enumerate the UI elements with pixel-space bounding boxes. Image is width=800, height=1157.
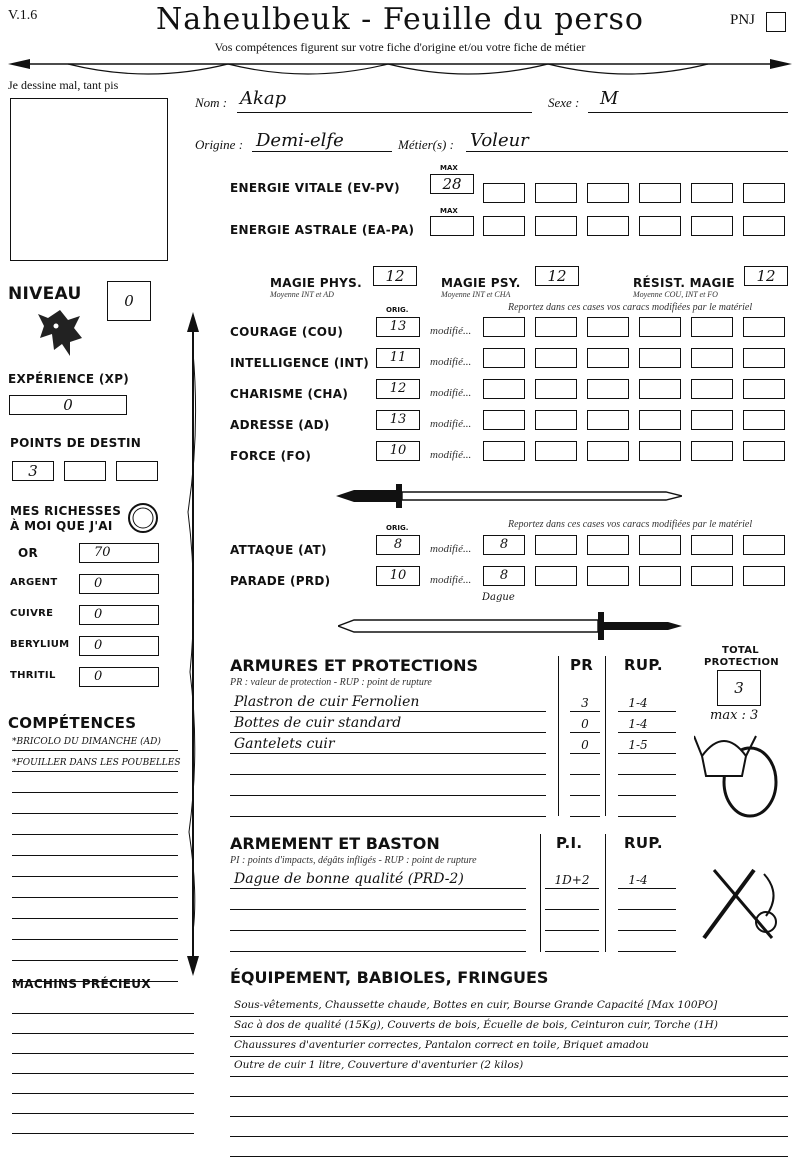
competence-item[interactable]: *BRICOLO DU DIMANCHE (AD) <box>12 737 161 747</box>
equipement-line <box>230 1136 788 1137</box>
competence-line <box>12 855 178 856</box>
ev-label: ENERGIE VITALE (EV-PV) <box>230 181 400 195</box>
arme-rup-line <box>618 909 676 910</box>
equipement-line <box>230 1116 788 1117</box>
metier-value[interactable]: Voleur <box>470 130 529 151</box>
version-label: V.1.6 <box>8 8 38 23</box>
stat-mod-box[interactable] <box>535 379 577 399</box>
arme-rup-line <box>618 888 676 889</box>
ea-row-box[interactable] <box>743 216 785 236</box>
destin-field-2[interactable] <box>64 461 106 481</box>
competence-line <box>12 792 178 793</box>
armure-name[interactable]: Bottes de cuir standard <box>234 715 402 731</box>
stat-label: FORCE (FO) <box>230 449 312 463</box>
armement-col-pi: P.I. <box>556 834 583 852</box>
equipement-line <box>230 1036 788 1037</box>
stat-label: ADRESSE (AD) <box>230 418 330 432</box>
armement-title: ARMEMENT ET BASTON <box>230 834 440 853</box>
stat-mod-box[interactable] <box>535 317 577 337</box>
dragon-icon <box>34 304 86 362</box>
pnj-checkbox[interactable] <box>766 12 786 32</box>
ev-row-box[interactable] <box>483 183 525 203</box>
magie-phys-note: Moyenne INT et AD <box>270 290 334 299</box>
stats-report-note: Reportez dans ces cases vos caracs modifiées par le matériel <box>508 302 753 313</box>
ea-row-box[interactable] <box>587 216 629 236</box>
combat-mod-box[interactable] <box>743 566 785 586</box>
armement-note: PI : points d'impacts, dégâts infligés - RUP : point de rupture <box>230 855 477 866</box>
armure-rup-line <box>618 795 676 796</box>
armures-col-rup: RUP. <box>624 656 663 674</box>
ev-row-box[interactable] <box>743 183 785 203</box>
richesse-field[interactable]: 0 <box>79 574 159 594</box>
equipement-item[interactable]: Chaussures d'aventurier correctes, Pantalon correct en toile, Briquet amadou <box>234 1039 649 1051</box>
armure-rup-line <box>618 753 676 754</box>
competence-line <box>12 813 178 814</box>
destin-field-1[interactable]: 3 <box>12 461 54 481</box>
armure-rup[interactable]: 1-4 <box>628 696 648 710</box>
stat-mod-box[interactable] <box>483 348 525 368</box>
nom-label: Nom : <box>195 95 228 110</box>
armure-line <box>230 732 546 733</box>
combat-mod-box[interactable] <box>691 535 733 555</box>
max-protection: max : 3 <box>710 708 759 723</box>
combat-mod-box[interactable] <box>639 535 681 555</box>
coin-icon <box>127 502 159 534</box>
shield-helmet-icon <box>694 726 784 822</box>
competence-line <box>12 771 178 772</box>
ev-row-box[interactable] <box>535 183 577 203</box>
combat-report-note: Reportez dans ces cases vos caracs modifiées par le matériel <box>508 519 753 530</box>
arme-rup-line <box>618 930 676 931</box>
ea-max-field[interactable] <box>430 216 474 236</box>
arme-rup-line <box>618 951 676 952</box>
armement-col-rup: RUP. <box>624 834 663 852</box>
stat-mod-box[interactable] <box>639 379 681 399</box>
richesse-field[interactable]: 70 <box>79 543 159 563</box>
armure-name[interactable]: Plastron de cuir Fernolien <box>234 694 420 710</box>
armure-pr-line <box>570 753 600 754</box>
equipement-line <box>230 1016 788 1017</box>
origine-label: Origine : <box>195 137 244 152</box>
stat-mod-box[interactable] <box>639 410 681 430</box>
stat-mod-box[interactable] <box>587 317 629 337</box>
machin-line[interactable] <box>12 1053 194 1054</box>
stat-mod-box[interactable] <box>743 441 785 461</box>
arme-pi-line <box>545 888 599 889</box>
ev-max-field[interactable]: 28 <box>430 174 474 194</box>
xp-label: EXPÉRIENCE (XP) <box>8 372 130 386</box>
total-protection-field[interactable]: 3 <box>717 670 761 706</box>
stat-mod-box[interactable] <box>691 379 733 399</box>
armure-line <box>230 753 546 754</box>
stat-orig-field[interactable]: 13 <box>376 410 420 430</box>
sword-ornament-top <box>336 478 682 514</box>
stat-mod-box[interactable] <box>743 317 785 337</box>
stat-modif-label: modifié... <box>430 449 472 461</box>
niveau-label: NIVEAU <box>8 284 82 304</box>
combat-mod-box[interactable] <box>743 535 785 555</box>
combat-mod-box[interactable] <box>587 566 629 586</box>
stat-orig-field[interactable]: 11 <box>376 348 420 368</box>
stat-mod-box[interactable] <box>743 348 785 368</box>
armure-pr-line <box>570 795 600 796</box>
ea-label: ENERGIE ASTRALE (EA-PA) <box>230 223 415 237</box>
combat-orig-label: ORIG. <box>386 524 409 532</box>
stat-mod-box[interactable] <box>743 410 785 430</box>
magie-psy-label: MAGIE PSY. <box>441 276 521 290</box>
stat-orig-field[interactable]: 12 <box>376 379 420 399</box>
armures-note: PR : valeur de protection - RUP : point de rupture <box>230 677 432 688</box>
origine-value[interactable]: Demi-elfe <box>256 130 344 151</box>
stat-mod-box[interactable] <box>691 410 733 430</box>
richesses-label-2: À MOI QUE J'AI <box>10 519 113 533</box>
resist-magie-note: Moyenne COU, INT et FO <box>633 290 718 299</box>
nom-value[interactable]: Akap <box>240 88 287 109</box>
magie-psy-note: Moyenne INT et CHA <box>441 290 511 299</box>
destin-field-3[interactable] <box>116 461 158 481</box>
ev-row-box[interactable] <box>639 183 681 203</box>
machin-line[interactable] <box>12 1113 194 1114</box>
stat-label: INTELLIGENCE (INT) <box>230 356 369 370</box>
arme-name[interactable]: Dague de bonne qualité (PRD-2) <box>234 871 464 887</box>
armure-rup-line <box>618 774 676 775</box>
equipement-line <box>230 1096 788 1097</box>
combat-mod-box[interactable] <box>691 566 733 586</box>
arme-line <box>230 930 526 931</box>
portrait-caption: Je dessine mal, tant pis <box>8 78 119 92</box>
richesse-field[interactable]: 0 <box>79 636 159 656</box>
armure-rup[interactable]: 1-4 <box>628 717 648 731</box>
armures-title: ARMURES ET PROTECTIONS <box>230 656 478 675</box>
destin-label: POINTS DE DESTIN <box>10 436 142 450</box>
sexe-label: Sexe : <box>548 95 580 110</box>
equipement-title: ÉQUIPEMENT, BABIOLES, FRINGUES <box>230 968 549 987</box>
combat-orig-field[interactable]: 10 <box>376 566 420 586</box>
richesse-field[interactable]: 0 <box>79 667 159 687</box>
armure-pr-line <box>570 711 600 712</box>
magie-phys-label: MAGIE PHYS. <box>270 276 362 290</box>
stat-mod-box[interactable] <box>483 317 525 337</box>
arme-pi-line <box>545 930 599 931</box>
stat-mod-box[interactable] <box>743 379 785 399</box>
stat-mod-box[interactable] <box>587 410 629 430</box>
equipement-item[interactable]: Outre de cuir 1 litre, Couverture d'aventurier (2 kilos) <box>234 1059 524 1071</box>
competence-line <box>12 750 178 751</box>
stat-mod-box[interactable] <box>535 348 577 368</box>
equipement-line <box>230 1056 788 1057</box>
armure-pr-line <box>570 816 600 817</box>
resist-magie-label: RÉSIST. MAGIE <box>633 276 735 290</box>
richesses-label-1: MES RICHESSES <box>10 504 122 518</box>
stat-orig-field[interactable]: 13 <box>376 317 420 337</box>
armure-rup-line <box>618 816 676 817</box>
machin-line[interactable] <box>12 1033 194 1034</box>
stat-mod-box[interactable] <box>639 317 681 337</box>
stat-mod-box[interactable] <box>535 441 577 461</box>
header-ornament <box>8 54 792 82</box>
pnj-label: PNJ <box>730 12 756 28</box>
combat-label: ATTAQUE (AT) <box>230 543 327 557</box>
arme-pi-line <box>545 909 599 910</box>
ea-max-label: MAX <box>440 207 458 215</box>
armure-name[interactable]: Gantelets cuir <box>234 736 335 752</box>
ev-row-box[interactable] <box>691 183 733 203</box>
stat-modif-label: modifié... <box>430 356 472 368</box>
arme-line <box>230 888 526 889</box>
armures-col-pr: PR <box>570 656 594 674</box>
competence-line <box>12 939 178 940</box>
page-subtitle: Vos compétences figurent sur votre fiche d'origine et/ou votre fiche de métier <box>214 40 586 54</box>
richesse-label: CUIVRE <box>10 608 54 619</box>
armure-line <box>230 711 546 712</box>
combat-mod-box[interactable]: 8 <box>483 535 525 555</box>
ea-row-box[interactable] <box>691 216 733 236</box>
armure-pr[interactable]: 0 <box>581 738 589 752</box>
total-protection-label-2: PROTECTION <box>704 657 779 668</box>
ea-row-box[interactable] <box>535 216 577 236</box>
richesse-label: OR <box>18 546 39 560</box>
arme-rup[interactable]: 1-4 <box>628 873 648 887</box>
armure-rup[interactable]: 1-5 <box>628 738 648 752</box>
machins-precieux-label: MACHINS PRÉCIEUX <box>12 977 151 991</box>
metier-label: Métier(s) : <box>398 137 454 152</box>
spear-ornament <box>184 312 202 976</box>
stats-orig-label: ORIG. <box>386 306 409 314</box>
stat-mod-box[interactable] <box>639 348 681 368</box>
combat-mod-box[interactable] <box>535 535 577 555</box>
combat-mod-box[interactable] <box>535 566 577 586</box>
armure-line <box>230 816 546 817</box>
richesse-label: BERYLIUM <box>10 639 70 650</box>
combat-orig-field[interactable]: 8 <box>376 535 420 555</box>
competence-line <box>12 897 178 898</box>
stat-mod-box[interactable] <box>483 441 525 461</box>
combat-mod-box[interactable]: 8 <box>483 566 525 586</box>
stat-orig-field[interactable]: 10 <box>376 441 420 461</box>
armure-pr[interactable]: 0 <box>581 717 589 731</box>
weapons-icon <box>694 860 784 948</box>
competence-line <box>12 876 178 877</box>
ea-row-box[interactable] <box>483 216 525 236</box>
competence-line <box>12 834 178 835</box>
competence-line <box>12 918 178 919</box>
arme-line <box>230 909 526 910</box>
armure-pr-line <box>570 774 600 775</box>
machin-line[interactable] <box>12 1133 194 1134</box>
combat-mod-box[interactable] <box>639 566 681 586</box>
magie-phys-field[interactable]: 12 <box>373 266 417 286</box>
stat-mod-box[interactable] <box>587 441 629 461</box>
ea-row-box[interactable] <box>639 216 681 236</box>
richesse-label: ARGENT <box>10 577 58 588</box>
armure-pr[interactable]: 3 <box>581 696 589 710</box>
stat-mod-box[interactable] <box>587 348 629 368</box>
combat-label: PARADE (PRD) <box>230 574 331 588</box>
arme-pi-line <box>545 951 599 952</box>
sexe-value[interactable]: M <box>600 88 619 109</box>
competences-label: COMPÉTENCES <box>8 714 137 732</box>
armure-line <box>230 774 546 775</box>
arme-line <box>230 951 526 952</box>
armure-line <box>230 795 546 796</box>
machin-line[interactable] <box>12 1073 194 1074</box>
armure-rup-line <box>618 732 676 733</box>
equipement-item[interactable]: Sac à dos de qualité (15Kg), Couverts de bois, Écuelle de bois, Ceinturon cuir, Torche (1H) <box>234 1019 718 1031</box>
stat-mod-box[interactable] <box>639 441 681 461</box>
equipement-line <box>230 1076 788 1077</box>
dague-note: Dague <box>482 592 515 603</box>
stat-modif-label: modifié... <box>430 418 472 430</box>
stat-modif-label: modifié... <box>430 387 472 399</box>
ev-max-label: MAX <box>440 164 458 172</box>
portrait-frame[interactable] <box>10 98 168 261</box>
combat-modif-label: modifié... <box>430 543 472 555</box>
total-protection-label-1: TOTAL <box>722 645 759 656</box>
page-title: Naheulbeuk - Feuille du perso <box>156 2 644 37</box>
xp-field[interactable]: 0 <box>9 395 127 415</box>
arme-pi[interactable]: 1D+2 <box>554 873 590 887</box>
armure-rup-line <box>618 711 676 712</box>
stat-mod-box[interactable] <box>535 410 577 430</box>
richesse-field[interactable]: 0 <box>79 605 159 625</box>
machin-line[interactable] <box>12 1013 194 1014</box>
niveau-field[interactable]: 0 <box>107 281 151 321</box>
combat-mod-box[interactable] <box>587 535 629 555</box>
richesse-label: THRITIL <box>10 670 56 681</box>
stat-modif-label: modifié... <box>430 325 472 337</box>
stat-label: CHARISME (CHA) <box>230 387 349 401</box>
stat-mod-box[interactable] <box>483 379 525 399</box>
stat-mod-box[interactable] <box>587 379 629 399</box>
stat-mod-box[interactable] <box>691 348 733 368</box>
sword-ornament-bottom <box>338 610 682 642</box>
ev-row-box[interactable] <box>587 183 629 203</box>
stat-mod-box[interactable] <box>483 410 525 430</box>
stat-mod-box[interactable] <box>691 441 733 461</box>
stat-mod-box[interactable] <box>691 317 733 337</box>
stat-label: COURAGE (COU) <box>230 325 344 339</box>
resist-magie-field[interactable]: 12 <box>744 266 788 286</box>
equipement-item[interactable]: Sous-vêtements, Chaussette chaude, Bottes en cuir, Bourse Grande Capacité [Max 100PO] <box>234 999 718 1011</box>
competence-item[interactable]: *FOUILLER DANS LES POUBELLES <box>12 758 181 768</box>
armure-pr-line <box>570 732 600 733</box>
combat-modif-label: modifié... <box>430 574 472 586</box>
magie-psy-field[interactable]: 12 <box>535 266 579 286</box>
machin-line[interactable] <box>12 1093 194 1094</box>
competence-line <box>12 960 178 961</box>
